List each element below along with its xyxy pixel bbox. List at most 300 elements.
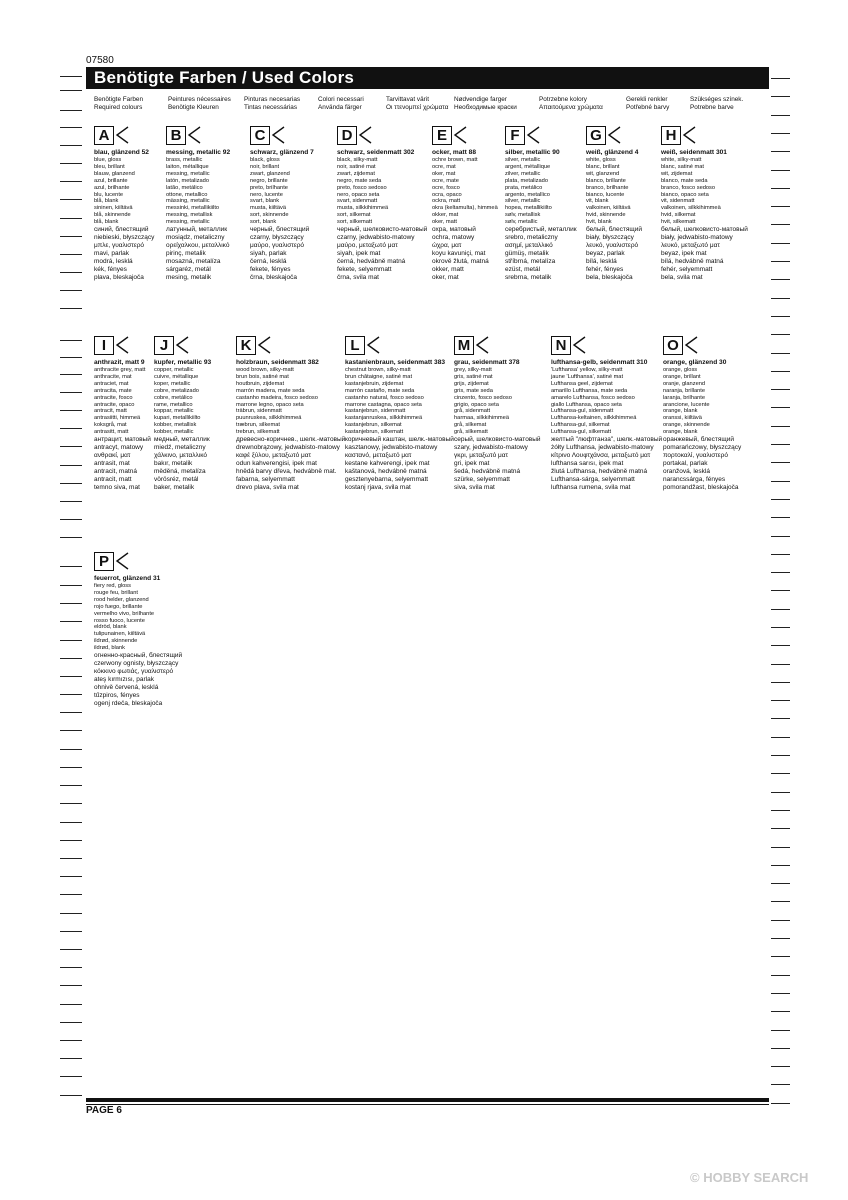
color-translation: antracit, matná (94, 467, 137, 475)
margin-dash (771, 792, 790, 793)
chevron-left-icon (366, 336, 380, 354)
color-translation: πορτοκαλί, γυαλιστερό (663, 451, 728, 459)
margin-dash (771, 1066, 790, 1067)
margin-dash (60, 446, 82, 447)
color-letter: G (586, 126, 606, 145)
margin-dash (60, 374, 82, 375)
color-translation: kaštanová, hedvábně matná (345, 467, 427, 475)
color-letter: F (505, 126, 525, 145)
color-translation: valkoinen, silkkihimmeä (661, 205, 721, 212)
color-translation: белый, шелковисто-матовый (661, 226, 748, 234)
color-translation: prata, metálico (505, 184, 543, 191)
color-translation: ochre brown, matt (432, 157, 478, 163)
color-translation: hvid, skinnende (586, 212, 626, 219)
margin-dash (60, 840, 82, 841)
margin-dash (60, 537, 82, 538)
margin-dash (60, 1095, 82, 1096)
color-badge (236, 335, 334, 355)
color-translation: oker, matt (432, 219, 457, 226)
color-translation: koyu kavuniçi, mat (432, 249, 486, 257)
color-translation: gesztenyebarna, selyemmatt (345, 475, 429, 483)
color-translation: drevo plava, svila mat (236, 483, 299, 491)
color-translation: siyah, parlak (250, 249, 287, 257)
color-badge (663, 335, 761, 355)
color-translation: hnědá barvy dřeva, hedvábně mat. (236, 467, 337, 475)
color-translation: orange, blank (663, 408, 698, 415)
color-translation: ildrød, skinnende (94, 638, 138, 645)
color-translation: blue, gloss (94, 157, 122, 163)
color-badge (250, 125, 348, 145)
margin-dash (771, 298, 790, 299)
margin-dash (60, 1004, 82, 1005)
margin-dash (60, 1040, 82, 1041)
color-translation: naranja, brillante (663, 387, 706, 394)
color-translation: vermelho vivo, brilhante (94, 610, 155, 617)
color-letter: A (94, 126, 114, 145)
color-translation: biały, jedwabisto-matowy (661, 233, 733, 241)
margin-dash (771, 536, 790, 537)
color-translation: orange, skinnende (663, 422, 710, 429)
margin-dash (60, 145, 82, 146)
color-badge (454, 335, 552, 355)
margin-dash (771, 664, 790, 665)
margin-dash (771, 883, 790, 884)
color-letter: L (345, 336, 365, 355)
margin-dash (771, 151, 790, 152)
margin-dash (60, 181, 82, 182)
color-letter: I (94, 336, 114, 355)
color-entry (345, 335, 454, 491)
color-translation: laiton, métallique (166, 163, 209, 170)
margin-dash (771, 462, 790, 463)
language-header (168, 96, 231, 111)
color-translation: črna, bleskajoča (250, 273, 297, 281)
margin-dash (60, 913, 82, 914)
color-translation: kasztanowy, jedwabisto-matowy (345, 443, 438, 451)
color-translation: black, silky-matt (337, 157, 378, 163)
color-translation: koppar, metallic (154, 408, 194, 415)
color-entry (337, 125, 435, 281)
color-translation: brun châtaigne, satiné mat (345, 373, 413, 380)
color-translation: ocre, fosco (432, 184, 460, 191)
color-translation: narancssárga, fényes (663, 475, 726, 483)
color-name: blau, glänzend 52 (94, 149, 149, 156)
color-translation: amarelo Lufthansa, fosco sedoso (551, 394, 635, 401)
color-translation: hopea, metallikiilto (505, 205, 552, 212)
color-translation: sort, silkemat (337, 212, 371, 219)
margin-dash (60, 603, 82, 604)
color-translation: plata, metalizado (505, 177, 548, 184)
color-translation: musta, kiiltävä (250, 205, 287, 212)
language-header-line: Szükséges színek. (690, 96, 744, 103)
chevron-left-icon (187, 126, 201, 144)
color-name: feuerrot, glänzend 31 (94, 575, 161, 582)
color-translation: silver, metallic (505, 157, 541, 163)
color-translation: черный, шелковисто-матовый (337, 226, 428, 234)
color-translation: gri, ipek mat (454, 459, 490, 467)
chevron-left-icon (257, 336, 271, 354)
margin-dash (60, 308, 82, 309)
margin-dash (771, 1030, 790, 1031)
color-translation: antracit, matt (94, 408, 127, 415)
margin-dash (771, 481, 790, 482)
color-translation: gümüş, metalik (505, 249, 549, 257)
margin-dash (60, 894, 82, 895)
color-translation: μπλε, γυαλιστερό (94, 241, 145, 249)
color-translation: ώχρα, ματ (432, 241, 462, 249)
color-entry (94, 551, 192, 707)
color-translation: brass, metallic (166, 157, 203, 163)
color-translation: antracite, opaco (94, 401, 135, 408)
color-translation: καστανό, μεταξωτό ματ (345, 451, 412, 459)
color-translation: anthracite, mat (94, 373, 132, 380)
color-translation: branco, fosco sedoso (661, 184, 716, 191)
color-translation: ocre, mate (432, 177, 459, 184)
margin-dash (771, 188, 790, 189)
color-translation: silver, metallic (505, 198, 541, 205)
language-header-line: Potrebne barve (690, 103, 734, 111)
margin-dash (60, 803, 82, 804)
language-header-line: Benötigte Farben (94, 96, 144, 103)
color-translation: ανθρακί, ματ (94, 451, 131, 459)
color-translation: marrone castagna, opaco seta (345, 401, 422, 408)
language-header-line: Nødvendige farger (454, 96, 507, 103)
color-translation: plava, bleskajoča (94, 273, 144, 281)
language-header (454, 96, 517, 111)
color-translation: grijs, zijdemat (454, 380, 489, 387)
color-translation: anthracite grey, matt (94, 367, 146, 373)
color-translation: hvit, silkematt (661, 219, 696, 226)
color-translation: sølv, metallisk (505, 212, 541, 219)
margin-dash (60, 658, 82, 659)
margin-dash (771, 261, 790, 262)
color-translation: azul, brillante (94, 177, 128, 184)
color-translation: argent, métallique (505, 163, 551, 170)
color-translation: latão, metálico (166, 184, 203, 191)
watermark: © HOBBY SEARCH (690, 1170, 809, 1185)
language-header-line: Required colours (94, 103, 143, 111)
margin-dash (771, 334, 790, 335)
color-translation: hvid, silkemat (661, 212, 696, 219)
color-translation: антрацит, матовый (94, 436, 151, 444)
margin-dash (60, 1076, 82, 1077)
color-translation: nero, lucente (250, 191, 283, 198)
chevron-left-icon (682, 126, 696, 144)
color-translation: azul, brilhante (94, 184, 130, 191)
color-translation: antraciet, mat (94, 380, 129, 387)
color-translation: tűzpiros, fényes (94, 691, 140, 699)
language-header-line: Potřebné barvy (626, 103, 670, 111)
color-translation: fehér, fényes (586, 265, 624, 273)
color-translation: srebrna, metalik (505, 273, 552, 281)
color-translation: Lufthansa-gul, silkematt (551, 429, 612, 436)
color-badge (337, 125, 435, 145)
chevron-left-icon (175, 336, 189, 354)
color-translation: gris, mate seda (454, 387, 493, 394)
chevron-left-icon (475, 336, 489, 354)
margin-dash (60, 1022, 82, 1023)
color-translation: czarny, jedwabisto-matowy (337, 233, 415, 241)
margin-dash (60, 822, 82, 823)
color-translation: black, gloss (250, 157, 280, 163)
margin-dash (771, 170, 790, 171)
color-translation: marrone legno, opaco seta (236, 401, 304, 408)
color-translation: синий, блестящий (94, 226, 149, 234)
footer-rule-thin (86, 1104, 769, 1105)
chevron-left-icon (607, 126, 621, 144)
color-translation: χάλκινο, μεταλλικό (154, 451, 208, 459)
margin-dash (60, 694, 82, 695)
color-translation: miedź, metaliczny (154, 443, 206, 451)
color-translation: portakal, parlak (663, 459, 708, 467)
margin-dash (60, 501, 82, 502)
color-translation: nero, opaco seta (337, 191, 380, 198)
color-translation: sort, silkematt (337, 219, 373, 226)
color-translation: negro, brillante (250, 177, 288, 184)
color-translation: žlutá Lufthansa, hedvábně matná (551, 467, 648, 475)
language-header-line: Peintures nécessaires (168, 96, 231, 103)
color-translation: Lufthansa-gul, silkemat (551, 422, 610, 429)
color-translation: měděná, metalíza (154, 467, 206, 475)
color-translation: lufthansa rumena, svila mat (551, 483, 631, 491)
color-translation: kobber, metallic (154, 429, 194, 436)
color-translation: ildrød, blank (94, 645, 125, 652)
language-header (386, 96, 448, 111)
margin-dash (60, 163, 82, 164)
color-translation: grå, sidenmatt (454, 408, 491, 415)
color-translation: коричневый каштан, шелк.-матовый (345, 436, 454, 444)
margin-dash (771, 371, 790, 372)
color-translation: mässing, metallic (166, 198, 210, 205)
color-translation: negro, mate seda (337, 177, 382, 184)
color-translation: noir, brillant (250, 163, 280, 170)
color-translation: blu, lucente (94, 191, 124, 198)
margin-dash (771, 133, 790, 134)
color-name: anthrazit, matt 9 (94, 359, 145, 366)
margin-dash (60, 967, 82, 968)
color-translation: ateş kırmızısı, parlak (94, 675, 154, 683)
margin-dash (771, 517, 790, 518)
margin-dash (771, 224, 790, 225)
margin-dash (60, 749, 82, 750)
margin-dash (771, 956, 790, 957)
margin-dash (60, 585, 82, 586)
color-translation: cuivre, métallique (154, 373, 199, 380)
color-translation: κίτρινο Λουφτχάνσα, μεταξωτό ματ (551, 451, 651, 459)
color-translation: ockra, matt (432, 198, 461, 205)
color-translation: fabarna, selyemmatt (236, 475, 295, 483)
color-translation: ezüst, metál (505, 265, 541, 273)
color-name: kupfer, metallic 93 (154, 359, 212, 366)
color-translation: copper, metallic (154, 367, 194, 373)
color-translation: ohnivě červená, lesklá (94, 683, 159, 691)
color-translation: zwart, zijdemat (337, 170, 375, 177)
margin-dash (771, 847, 790, 848)
color-translation: rood helder, glanzend (94, 596, 149, 603)
color-translation: ogenj rdeča, bleskajoča (94, 699, 163, 707)
chevron-left-icon (526, 126, 540, 144)
color-translation: kastanjebrun, silkemat (345, 422, 402, 429)
color-name: ocker, matt 88 (432, 149, 476, 156)
color-translation: cinzento, fosco sedoso (454, 394, 512, 401)
color-translation: fekete, selyemmatt (337, 265, 392, 273)
color-entry (551, 335, 663, 491)
chevron-left-icon (684, 336, 698, 354)
margin-dash (771, 78, 790, 79)
color-translation: černá, lesklá (250, 257, 287, 265)
color-translation: orange, gloss (663, 367, 698, 373)
margin-dash (771, 700, 790, 701)
color-translation: blauw, glanzend (94, 170, 135, 177)
color-translation: oker, mat (432, 170, 456, 177)
color-translation: niebieski, błyszczący (94, 233, 155, 241)
color-translation: λευκό, γυαλιστερό (586, 241, 639, 249)
color-translation: okker, mat (432, 212, 459, 219)
color-translation: grå, silkematt (454, 429, 488, 436)
margin-dash (60, 127, 82, 128)
color-translation: marrón castaño, mate seda (345, 387, 415, 394)
color-letter: M (454, 336, 474, 355)
color-letter: J (154, 336, 174, 355)
margin-dash (771, 682, 790, 683)
margin-dash (771, 206, 790, 207)
color-translation: jaune 'Lufthansa', satiné mat (551, 373, 624, 380)
color-translation: медный, металлик (154, 436, 210, 444)
color-translation: bleu, brillant (94, 163, 125, 170)
margin-dash (60, 428, 82, 429)
color-translation: czerwony ognisty, błyszczący (94, 659, 179, 667)
margin-dash (60, 676, 82, 677)
color-translation: antrasiitti, himmeä (94, 415, 141, 422)
color-translation: white, gloss (586, 157, 616, 163)
color-entry (663, 335, 761, 491)
color-translation: blanco, brillante (586, 177, 626, 184)
document-number: 07580 (86, 55, 114, 66)
color-translation: giallo Lufthansa, opaco seta (551, 401, 622, 408)
color-translation: оранжевый, блестящий (663, 436, 734, 444)
color-translation: pomarańczowy, błyszczący (663, 443, 742, 451)
color-name: grau, seidenmatt 378 (454, 359, 520, 366)
color-translation: argento, metallico (505, 191, 550, 198)
margin-dash (771, 389, 790, 390)
color-translation: oker, mat (432, 273, 459, 281)
color-translation: огненно-красный, блестящий (94, 652, 183, 660)
color-translation: kastanjanruskea, silkkihimmeä (345, 415, 423, 422)
color-translation: træbrun, silkemat (236, 422, 280, 429)
color-translation: črna, svila mat (337, 273, 379, 281)
color-translation: латунный, металлик (166, 226, 228, 234)
color-translation: latón, metalizado (166, 177, 209, 184)
chevron-left-icon (358, 126, 372, 144)
margin-dash (60, 76, 82, 77)
color-translation: mesing, metalik (166, 273, 212, 281)
color-translation: Lufthansa geel, zijdemat (551, 380, 613, 387)
margin-dash (771, 920, 790, 921)
margin-dash (771, 115, 790, 116)
color-letter: D (337, 126, 357, 145)
margin-dash (771, 426, 790, 427)
color-translation: sort, blank (250, 219, 277, 226)
color-translation: beyaz, parlak (586, 249, 625, 257)
color-letter: B (166, 126, 186, 145)
color-translation: bakır, metalik (154, 459, 193, 467)
margin-dash (771, 316, 790, 317)
color-translation: sort, skinnende (250, 212, 289, 219)
margin-dash (60, 985, 82, 986)
margin-dash (60, 1058, 82, 1059)
footer-rule (86, 1098, 769, 1102)
color-translation: fehér, selyemmatt (661, 265, 713, 273)
margin-dash (60, 785, 82, 786)
margin-dash (60, 640, 82, 641)
color-translation: Lufthansa-gul, sidenmatt (551, 408, 614, 415)
color-translation: kék, fényes (94, 265, 127, 273)
language-header-line: Απαιτούμενα χρώματα (539, 103, 603, 111)
color-translation: orange, brillant (663, 373, 701, 380)
color-translation: 'Lufthansa' yellow, silky-matt (551, 367, 623, 373)
color-translation: odun kahverengisi, ipek mat (236, 459, 317, 467)
color-translation: modrá, lesklá (94, 257, 133, 265)
color-name: weiß, glänzend 4 (586, 149, 639, 156)
color-translation: pirinç, metalik (166, 249, 206, 257)
color-name: weiß, seidenmatt 301 (661, 149, 727, 156)
margin-dash (771, 1048, 790, 1049)
color-translation: mosiądz, metaliczny (166, 233, 225, 241)
margin-dash (771, 737, 790, 738)
color-translation: охра, матовый (432, 226, 476, 234)
color-translation: svart, sidenmatt (337, 198, 378, 205)
color-translation: preto, brilhante (250, 184, 288, 191)
color-translation: белый, блестящий (586, 226, 642, 234)
color-translation: valkoinen, kiiltävä (586, 205, 631, 212)
color-letter: K (236, 336, 256, 355)
color-translation: kobber, metallisk (154, 422, 197, 429)
color-translation: brun bois, satiné mat (236, 373, 289, 380)
margin-dash (60, 621, 82, 622)
color-entry (250, 125, 348, 281)
color-translation: branco, brilhante (586, 184, 629, 191)
margin-dash (771, 755, 790, 756)
color-translation: antracite, fosco (94, 394, 133, 401)
margin-dash (771, 828, 790, 829)
color-name: kastanienbraun, seidenmatt 383 (345, 359, 446, 366)
color-translation: koper, metallic (154, 380, 191, 387)
color-translation: antracit, matt (94, 475, 132, 483)
color-name: holzbraun, seidenmatt 382 (236, 359, 319, 366)
color-translation: blanc, satiné mat (661, 163, 704, 170)
color-translation: bianco, opaco seta (661, 191, 709, 198)
color-translation: ochra, matowy (432, 233, 475, 241)
color-translation: träbrun, sidenmatt (236, 408, 282, 415)
color-name: schwarz, seidenmatt 302 (337, 149, 415, 156)
color-translation: vit, blank (586, 198, 609, 205)
margin-dash (60, 90, 82, 91)
margin-dash (60, 392, 82, 393)
margin-dash (771, 865, 790, 866)
margin-dash (771, 773, 790, 774)
color-translation: laranja, brilhante (663, 394, 706, 401)
color-translation: okrově žlutá, matná (432, 257, 489, 265)
color-translation: oranje, glanzend (663, 380, 706, 387)
language-header (244, 96, 300, 111)
color-name: silber, metallic 90 (505, 149, 560, 156)
margin-dash (771, 243, 790, 244)
color-translation: antracita, mate (94, 387, 132, 394)
chevron-left-icon (115, 126, 129, 144)
language-header-line: Pinturas necesarias (244, 96, 301, 103)
color-translation: γκρι, μεταξωτό ματ (454, 451, 509, 459)
color-translation: fiery red, gloss (94, 583, 131, 589)
